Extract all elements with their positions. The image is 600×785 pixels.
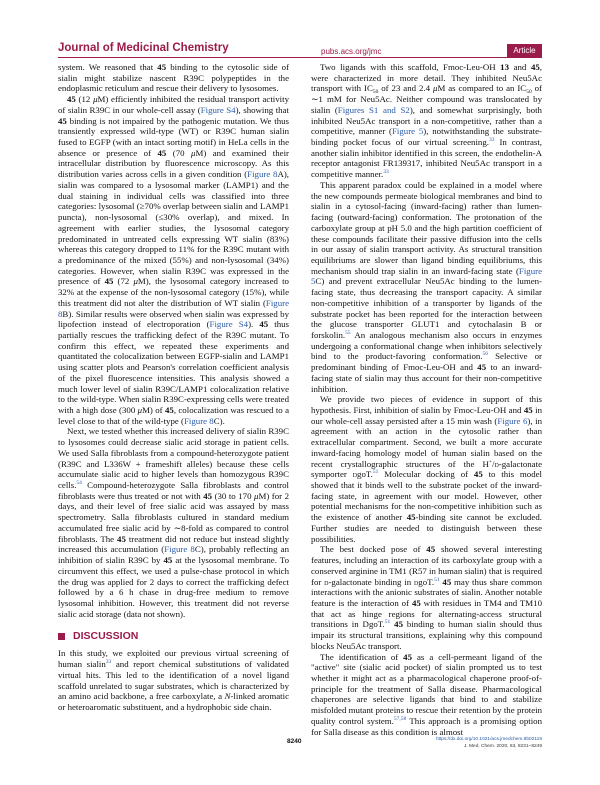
citation-reference[interactable]: 55	[345, 329, 351, 336]
citation-reference[interactable]: 54	[76, 480, 82, 487]
text-run: In contrast, another sialin inhibitor identified in this screen, the endothelin-A receptor antagonist FR139317, inhibited Neu5Ac transport in a competitive manner.	[311, 137, 542, 180]
text-run: to an inward-facing state of sialin may thus account for their non-competitive inhibition.	[311, 362, 542, 394]
citation-reference[interactable]: 51	[434, 576, 440, 583]
text-run: The best docked pose of	[320, 544, 427, 555]
figure-reference-link[interactable]: Figure 6	[497, 415, 528, 426]
text-run: M) for 2 days, and their level of free sialic acid was assayed by mass spectrometry. Salla fibroblasts cultured in standard medium accumulated free sialic acid by ∼8-fold as compared to control fibroblasts. The	[58, 490, 289, 544]
citation: J. Med. Chem. 2020, 63, 8231−8249	[463, 744, 542, 749]
compound-number: 45	[530, 62, 540, 72]
paragraph	[58, 62, 289, 94]
text-run: Next, we tested whether this increased delivery of sialin R39C to lysosomes could decrease sialic acid storage in patient cells. We used Salla fibroblasts from a compound-heterozygote patient (R39C and L336W + frameshift alleles) because these cells accumulate sialic acid to higher levels than homozygous R39C cells.	[58, 426, 289, 491]
text-run: Two ligands with this scaffold, Fmoc-Leu-OH	[320, 62, 501, 72]
article-type-badge: Article	[507, 44, 542, 57]
text-run: binding to human sialin should thus impair its structural transitions, explaining why this compound blocks Neu5Ac transport.	[311, 619, 542, 651]
paragraph	[58, 426, 289, 619]
text-run: binding to the cytosolic side of sialin might stabilize nascent R39C polypeptides in the endoplasmic reticulum and rescue their delivery to lysosomes.	[58, 62, 290, 94]
text-run: M) efficiently inhibited the residual transport activity of sialin R39C in our whole-cell assay (	[58, 94, 289, 115]
right-column-text	[311, 62, 542, 737]
small-caps-text: d	[413, 576, 419, 587]
italic-text: μ	[254, 490, 259, 501]
subscript: 50	[526, 89, 532, 96]
text-run: (72	[113, 276, 134, 287]
section-square-icon	[58, 633, 65, 640]
text-run: -galactonate symporter	[311, 458, 542, 480]
compound-number: 45	[104, 276, 114, 287]
text-run: at the lysosomal membrane. To circumvent this effect, we used a pulse-chase protocol in which the drug was applied for 2 days to correct the trafficking defect followed by a 6 h chase in drug-free medium to remove lysosomal inhibition. However, this treatment did not reverse sialic acid storage (data not shown).	[58, 555, 289, 619]
text-run: M as compared to an IC	[437, 83, 527, 94]
figure-reference-link[interactable]: Figure S4	[209, 319, 249, 330]
results-text	[58, 62, 289, 619]
citation-reference[interactable]: 56	[482, 351, 489, 358]
text-run: C).	[213, 415, 225, 426]
text-run: showed several interesting features, including an interaction of its carboxylate group with a conserved arginine in TM1 (R57 in human sialin) that is required for	[311, 544, 542, 587]
text-run: may thus share common interactions with the anionic substrates of sialin. Another notable feature is the interaction of	[311, 576, 542, 608]
text-run: -galactonate binding in	[328, 576, 414, 587]
header-divider	[58, 57, 542, 58]
compound-number: 45	[67, 94, 76, 105]
figure-reference-link[interactable]: Figure 8	[58, 297, 289, 319]
compound-number: 45	[394, 619, 404, 630]
compound-number: 45	[117, 533, 126, 544]
compound-number: 45	[442, 576, 452, 587]
text-run: A), sialin was compared to a lysosomal marker (LAMP1) and the dual staining in individual cells was classified into three categories: lysosomal (≥70% overlap between sialin and LAMP1 puncta), non-lysosomal (≤30% overlap), and mixed. In agreement with earlier studies, the lysosomal category predominated in untreated cells expressing WT sialin (83%) whereas this category dropped to 11% for the R39C mutant with a predominance of the mixed (55%) and non-lysosomal (34%) categories. However, when sialin R39C was expressed in the presence of	[58, 169, 289, 287]
compound-number: 45	[163, 555, 173, 566]
text-run: (30 to 170	[212, 490, 254, 501]
text-run: goT.	[418, 576, 435, 587]
paragraph	[58, 94, 289, 426]
text-run: to this model showed that it binds well to the substrate pocket of the inward-facing state, in agreement with our model. However, other potential mechanisms for the non-competitive inhibition such as the existence of another	[311, 469, 542, 523]
text-run: The identification of	[320, 651, 404, 662]
text-run: in our whole-cell assay persisted after a 15 min wash (	[311, 405, 542, 426]
figure-reference-link[interactable]: Figure 8	[247, 169, 278, 180]
text-run: Compound-heterozygote Salla fibroblasts and control fibroblasts were thus treated or not with	[58, 480, 289, 501]
italic-text: μ	[93, 94, 98, 105]
compound-number: 45	[164, 405, 174, 415]
figure-reference-link[interactable]: Figure 8	[164, 544, 195, 555]
paragraph	[311, 652, 542, 738]
text-run: C) and prevent extracellular Neu5Ac binding to the lumen-facing state, thus decreasing the transport capacity. A similar non-competitive inhibition of a transporter by ligands of the substrate pocket has been reported for the interaction between the glucose transporter GLUT1 and cytochalasin B or forskolin.	[311, 276, 542, 340]
compound-number: 13	[500, 62, 510, 72]
text-run: -linked aromatic or heteroaromatic substituent, and a hydrophobic side chain.	[58, 691, 290, 712]
compound-number: 45	[157, 147, 167, 158]
paragraph	[311, 544, 542, 651]
text-run: M), the lysosomal category increased to 32% at the expense of the non-lysosomal category (15%), while this treatment did not alter the distribution of WT sialin (	[58, 276, 289, 308]
paragraph	[58, 648, 289, 712]
discussion-text	[58, 648, 289, 712]
text-run: of ∼1 mM for Neu5Ac. Neither compound was translocated by sialin (	[311, 83, 542, 115]
italic-text: μ	[191, 147, 196, 158]
text-run: This apparent paradox could be explained in a model where the new compounds permeate biological membranes and bind to sialin in a cytosol-facing (inward-facing) rather than lumen-facing (outward-facing) conformation. The protonation of the carboxylate group at pH 5.0 and the high partition coefficient of these compounds facilitate their passive diffusion into the cells in our assay of sialin transport activity. As structural transition equilibriums are slower than ligand binding equilibriums, this mechanism should trap sialin in an inward-facing state (	[311, 179, 542, 276]
figure-reference-link[interactable]: Figure 5	[392, 126, 424, 137]
subscript: 50	[372, 89, 379, 96]
citation-reference[interactable]: 33	[383, 169, 389, 176]
compound-number: 45	[473, 469, 483, 480]
left-column	[58, 62, 289, 713]
small-caps-text: d	[352, 469, 358, 480]
text-run: , were characterized in more detail. They inhibited Neu5Ac transport with IC	[311, 62, 542, 94]
compound-number: 45	[203, 490, 213, 501]
text-run: (12	[75, 94, 94, 105]
text-run: thus partially rescues the trafficking defect of the R39C mutant. To confirm this effect, we repeated these experiments and quantitated the colocalization between EGFP-sialin and LAMP1 using scatter plots and Pearson's correlation coefficient analysis of the pixel fluorescence intensities. This analysis showed a much lower level of sialin R39C/LAMP1 colocalization relative to the wild-type. When sialin R39C-expressing cells were treated with a high dose (300	[58, 319, 289, 415]
text-run: This approach is a promising option for Salla disease as this condition is almost	[311, 715, 543, 737]
text-run: ), and somewhat surprisingly, both inhibited Neu5Ac transport in a non-competitive, rather than a competitive, manner (	[311, 104, 542, 137]
text-run: We provide two pieces of evidence in support of this hypothesis. First, inhibition of sialin by Fmoc-Leu-OH and	[311, 394, 542, 415]
text-run: with residues in TM4 and TM10 that act as hinge regions for alternating-access structural transitions in DgoT.	[311, 597, 543, 630]
italic-text: μ	[432, 83, 438, 94]
text-run: of 23 and 2.4	[378, 83, 433, 94]
compound-number: 45	[403, 651, 413, 662]
compound-number: 45	[477, 362, 487, 373]
compound-number: 45	[523, 405, 533, 415]
text-run: M) of	[142, 405, 165, 415]
text-run: /	[491, 458, 495, 469]
text-run: Selective or predominant binding of Fmoc-Leu-OH and	[311, 351, 543, 373]
superscript: +	[488, 458, 492, 465]
text-run: -binding site cannot be excluded. Further studies are needed to distinguish between these possibilities.	[311, 512, 542, 544]
text-run: treatment did not reduce but instead slightly increased this accumulation (	[58, 533, 289, 555]
text-run: ), showing that	[235, 104, 289, 115]
italic-text: μ	[133, 276, 138, 287]
page-number: 8240	[287, 738, 302, 745]
figure-reference-link[interactable]: Figure 5	[311, 265, 542, 287]
citation-reference[interactable]: 51	[384, 619, 391, 626]
text-run: An analogous mechanism also occurs in enzymes undergoing a conformational change when inhibitors selectively bind to the product-favoring conformation.	[311, 329, 542, 362]
text-run: and report chemical substitutions of validated virtual hits. This led to the identification of a novel ligand scaffold unrelated to sugar substrates, which is characterized by an amino acid backbone, a free carboxylate, a	[58, 659, 289, 702]
compound-number: 45	[58, 115, 67, 126]
small-caps-text: d	[324, 576, 329, 587]
paragraph	[311, 180, 542, 394]
citation-reference[interactable]: 33	[488, 137, 495, 144]
citation-reference[interactable]: 51	[372, 469, 379, 476]
text-run: and	[509, 62, 531, 72]
journal-url-link[interactable]: pubs.acs.org/jmc	[321, 47, 382, 56]
italic-text: μ	[137, 405, 143, 415]
compound-number: 45	[406, 512, 416, 523]
text-run: binding is not impaired by the pathogenic mutation. We thus transiently expressed wild-type (WT) or R39C human sialin fused to EGFP (with an intact sorting motif) in HeLa cells in the absence or presence of	[58, 115, 289, 158]
text-run: Molecular docking of	[378, 469, 474, 480]
text-run: (70	[166, 147, 192, 158]
text-run: goT.	[357, 469, 373, 480]
doi-link[interactable]: https://dx.doi.org/10.1021/acs.jmedchem.9b02119	[435, 737, 542, 742]
figure-reference-link[interactable]: Figure 8	[184, 415, 214, 426]
discussion-heading-label: DISCUSSION	[73, 630, 139, 643]
text-run: B). Similar results were observed when sialin was expressed by lipofection instead of electroporation (	[58, 308, 289, 330]
text-run: system. We reasoned that	[58, 62, 158, 72]
right-column	[311, 62, 542, 737]
discussion-heading	[58, 630, 289, 642]
paragraph	[311, 62, 542, 180]
compound-number: 45	[411, 597, 421, 608]
text-run: M) and examined their intracellular distribution by fluorescence microscopy. As this distribution varies across cells in a given condition (	[58, 147, 289, 180]
journal-title: Journal of Medicinal Chemistry	[58, 42, 229, 54]
text-run: ).	[248, 319, 260, 330]
figure-reference-link[interactable]: Figures S1 and S2	[337, 104, 410, 115]
text-run: ), in agreement with an action in the cytosolic rather than extracellular compartment. Second, we built a more accurate inward-facing homology model of human sialin based on the recent crystallographic structures of the H	[311, 415, 542, 469]
figure-reference-link[interactable]: Figure S4	[200, 104, 236, 115]
small-caps-text: d	[494, 458, 499, 469]
text-run: as a cell-permeant ligand of the "active" site (sialic acid pocket) of sialin prompted us to test whether it might act as a pharmacological chaperone proof-of-principle for the treatment of Salla disease. Pharmacological chaperones are selective ligands that bind to and stabilize misfolded mutant proteins to rescue their retention by the protein quality control system.	[311, 651, 542, 726]
compound-number: 45	[426, 544, 436, 555]
paragraph	[311, 394, 542, 544]
text-run: In this study, we exploited our previous virtual screening of human sialin	[58, 648, 289, 670]
compound-number: 45	[157, 62, 167, 72]
compound-number: 45	[259, 319, 269, 330]
text-run: C), probably reflecting an inhibition of sialin R39C by	[58, 544, 289, 566]
italic-text: N	[224, 691, 231, 702]
citation-reference[interactable]: 33	[105, 659, 112, 666]
text-run: , colocalization was rescued to a level close to that of the wild-type (	[58, 405, 289, 426]
citation-reference[interactable]: 57,58	[393, 715, 407, 722]
text-run: ), notwithstanding the substrate-binding pocket focus of our virtual screening.	[311, 126, 542, 148]
